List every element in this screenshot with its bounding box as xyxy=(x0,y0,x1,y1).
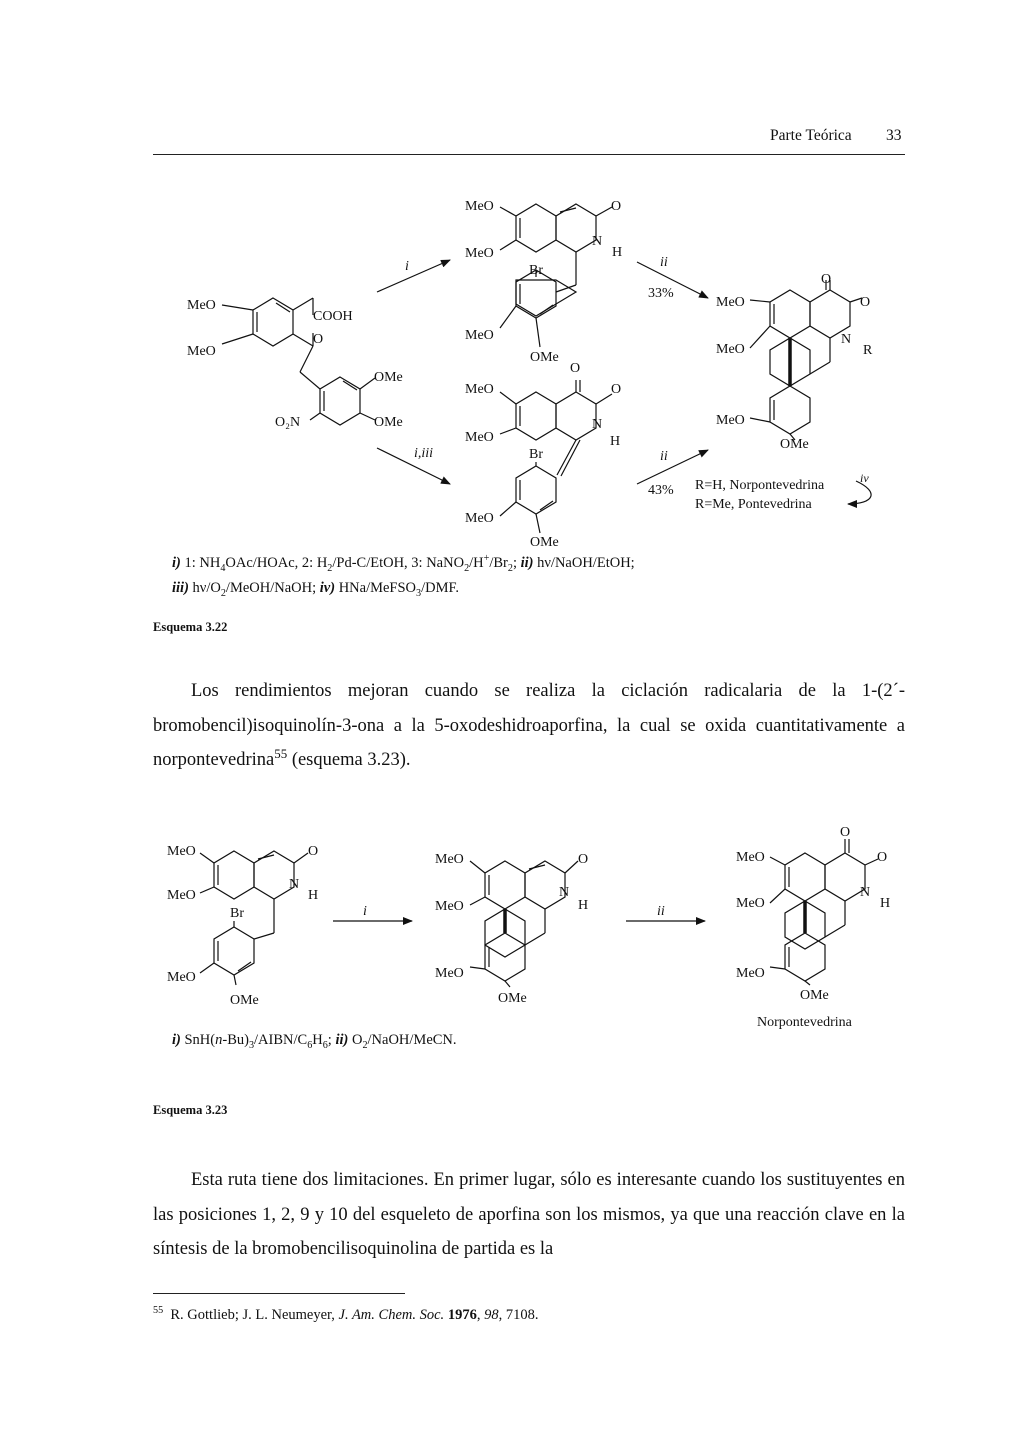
scheme-3-22 xyxy=(0,0,1024,560)
label-o: O xyxy=(578,852,589,867)
label-meo: MeO xyxy=(716,413,745,428)
label-br: Br xyxy=(529,263,543,278)
label-meo: MeO xyxy=(465,511,494,526)
product-norpontevedrina: R=H, Norpontevedrina xyxy=(695,478,825,493)
arrow-label-ii: ii xyxy=(657,904,665,919)
label-o: O xyxy=(821,272,832,287)
label-n: N xyxy=(592,234,603,249)
arrow-label-i: i xyxy=(363,904,367,919)
label-o: O xyxy=(860,295,871,310)
footnote-55: $^{55}$ R. Gottlieb; J. L. Neumeyer, J. Am. Chem. Soc. 1976, 98, 7108. xyxy=(153,1305,539,1323)
scheme-3-22-conditions-line-1: i) 1: $NH_4OAc$/HOAc, 2: $H_2/Pd-C$/EtOH, 3: $NaNO_2/H^+/Br_2$; ii) hν/NaOH/EtOH; xyxy=(172,553,635,574)
label-meo: MeO xyxy=(465,382,494,397)
label-o: O xyxy=(313,332,324,347)
label-meo: MeO xyxy=(736,850,765,865)
product-pontevedrina: R=Me, Pontevedrina xyxy=(695,497,812,512)
running-header: Parte Teórica xyxy=(770,127,852,144)
arrow-label-i-iii: i,iii xyxy=(414,446,434,461)
label-ome: OMe xyxy=(530,350,559,365)
label-o: O xyxy=(570,361,581,376)
yield-43: 43% xyxy=(648,483,674,498)
label-meo: MeO xyxy=(167,844,196,859)
label-ome: OMe xyxy=(374,370,403,385)
label-meo: MeO xyxy=(435,899,464,914)
footnote-rule xyxy=(153,1293,405,1294)
arrow-label-ii: ii xyxy=(660,449,668,464)
label-ome: OMe xyxy=(780,437,809,452)
label-br: Br xyxy=(529,447,543,462)
scheme-3-23 xyxy=(0,815,1024,1055)
label-meo: MeO xyxy=(465,328,494,343)
page-number: 33 xyxy=(886,127,902,144)
label-ome: OMe xyxy=(530,535,559,550)
label-h: H xyxy=(610,434,621,449)
label-n: N xyxy=(860,885,871,900)
scheme-3-22-conditions-line-2: iii) $h\nu/O_2/MeOH$/NaOH; iv) HNa/MeFSO$_3$/DMF. xyxy=(172,580,460,599)
product-name: Norpontevedrina xyxy=(757,1015,852,1030)
label-meo: MeO xyxy=(736,966,765,981)
label-meo: MeO xyxy=(435,852,464,867)
label-ome: OMe xyxy=(498,991,527,1006)
label-h: H xyxy=(578,898,589,913)
paragraph-2: Esta ruta tiene dos limitaciones. En primer lugar, sólo es interesante cuando los sustituyentes en las posiciones 1, 2, 9 y 10 del esqueleto de aporfina son los mismos, ya que una reacción clave en la síntesis de la bromobencilisoquinolina de partida es la xyxy=(153,1170,905,1259)
label-o2n: O₂N xyxy=(275,415,301,430)
scheme-3-23-conditions: i) $SnH(n-Bu)_3/AIBN/C_6H_6$; ii) $O_2/NaOH$/MeCN. xyxy=(172,1032,457,1051)
label-o: O xyxy=(308,844,319,859)
scheme-3-23-title: Esquema 3.23 xyxy=(153,1103,228,1117)
label-meo: MeO xyxy=(187,298,216,313)
label-n: N xyxy=(559,885,570,900)
label-h: H xyxy=(612,245,623,260)
label-meo: MeO xyxy=(465,246,494,261)
label-ome: OMe xyxy=(374,415,403,430)
scheme-3-22-title: Esquema 3.22 xyxy=(153,620,228,634)
label-meo: MeO xyxy=(187,344,216,359)
label-ome: OMe xyxy=(800,988,829,1003)
paragraph-1: Los rendimientos mejoran cuando se realiza la ciclación radicalaria de la 1-(2´-bromobencil)isoquinolín-3-ona a la 5-oxodeshidroaporfina, la cual se oxida cuantitativamente a norpontevedrina$^{55}$ (esquema 3.23). xyxy=(153,681,905,770)
label-n: N xyxy=(841,332,852,347)
label-meo: MeO xyxy=(716,295,745,310)
label-meo: MeO xyxy=(465,430,494,445)
label-o: O xyxy=(840,825,851,840)
label-h: H xyxy=(880,896,891,911)
label-r: R xyxy=(863,343,873,358)
label-meo: MeO xyxy=(167,970,196,985)
label-meo: MeO xyxy=(716,342,745,357)
label-n: N xyxy=(289,877,300,892)
label-o: O xyxy=(611,199,622,214)
arrow-label-iv: iv xyxy=(860,471,869,485)
label-ome: OMe xyxy=(230,993,259,1008)
arrow-label-ii: ii xyxy=(660,255,668,270)
label-br: Br xyxy=(230,906,244,921)
label-meo: MeO xyxy=(736,896,765,911)
label-cooh: COOH xyxy=(313,309,353,324)
label-meo: MeO xyxy=(435,966,464,981)
label-o: O xyxy=(611,382,622,397)
yield-33: 33% xyxy=(648,286,674,301)
label-meo: MeO xyxy=(167,888,196,903)
arrow-label-i: i xyxy=(405,259,409,274)
label-h: H xyxy=(308,888,319,903)
label-meo: MeO xyxy=(465,199,494,214)
label-n: N xyxy=(592,417,603,432)
label-o: O xyxy=(877,850,888,865)
